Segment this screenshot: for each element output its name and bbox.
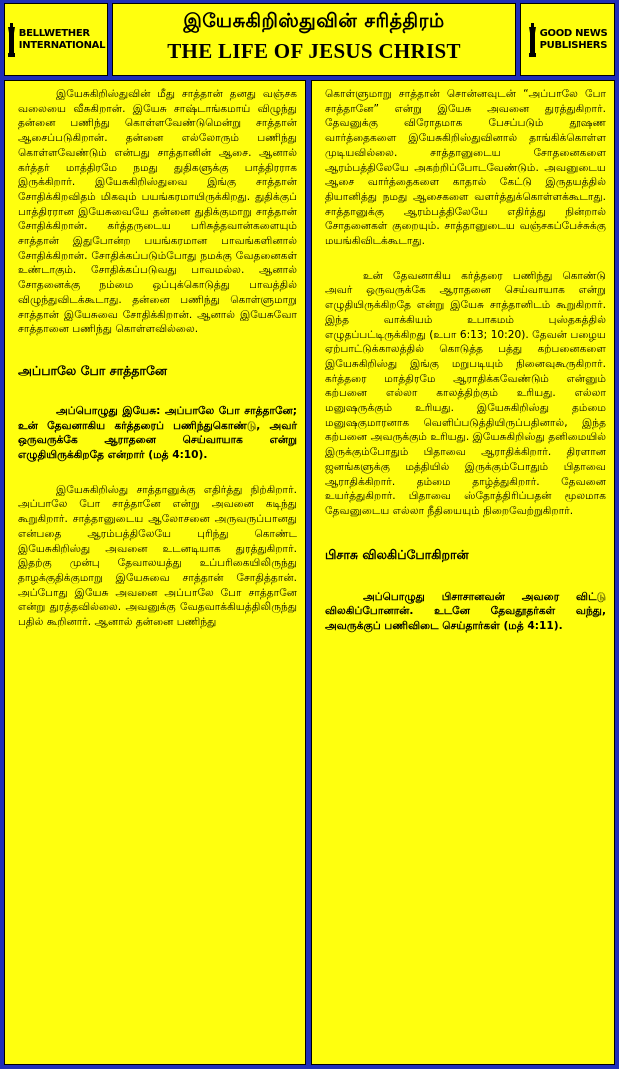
bellwether-logo-box	[4, 3, 108, 76]
bellwether-logo	[7, 23, 105, 57]
right-paragraph-1: கொள்ளுமாறு சாத்தான் சொன்னவுடன் “அப்பாலே போ சாத்தானே” என்று இயேசு அவனை துரத்துகிறார். தேவனுக்கு விரோதமாக பேசப்படும் தூஷண வார்த்தைகளை இயேசுகிறிஸ்துவினால் தாங்கிக்கொள்ள முடியவில்லை. சாத்தானுடைய சோதனைகளை ஆரம்பத்திலேயே அகற்றிப்போடவேண்டும். அவனுடைய ஆசை வார்த்தைகளை காதால் கேட்டு இருதயத்தில் தியானித்து நமது ஆசைகளை வளர்த்துக்கொள்ளக்கூடாது. சாத்தானுக்கு ஆரம்பத்திலேயே எதிர்த்து நின்றால் சோதனைகள் குறையும். சாத்தானுடைய வஞ்சகப்பேச்சுக்கு மயங்கிவிடக்கூடாது.	[325, 88, 606, 248]
tower-icon	[528, 23, 537, 57]
scripture-verse-2: அப்பொழுது பிசாசானவன் அவரை விட்டு விலகிப்போனான். உடனே தேவதூதர்கள் வந்து, அவருக்குப் பணிவிடை செய்தார்கள் (மத் 4:11).	[325, 590, 606, 633]
section-heading-1: அப்பாலே போ சாத்தானே	[18, 362, 167, 378]
section-heading-2: பிசாசு விலகிப்போகிறான்	[325, 546, 469, 562]
left-column	[4, 80, 306, 1065]
tower-icon	[7, 23, 16, 57]
bellwether-logo-text: BELLWETHER INTERNATIONAL	[18, 27, 106, 51]
goodnews-logo-box	[520, 3, 615, 76]
scripture-verse-1: அப்பொழுது இயேசு: அப்பாலே போ சாத்தானே; உன் தேவனாகிய கர்த்தரைப் பணிந்துகொண்டு, அவர் ஒருவருக்கே ஆராதனை செய்வாயாக என்று எழுதியிருக்கிறதே என்றார் (மத் 4:10).	[18, 404, 297, 462]
page-title-english: THE LIFE OF JESUS CHRIST	[167, 39, 461, 63]
goodnews-logo-text: GOOD NEWS PUBLISHERS	[539, 27, 608, 51]
left-paragraph-2: இயேசுகிறிஸ்து சாத்தானுக்கு எதிர்த்து நிற்கிறார். அப்பாலே போ சாத்தானே என்று அவனை கடிந்து கூறுகிறார். சாத்தானுடைய ஆலோசனை அருவருப்பானது என்பதை ஆரம்பத்திலேயே புரிந்து கொண்ட இயேசுகிறிஸ்து அவனை உடனடியாக துரத்துகிறார். இதற்கு முன்பு தேவாலயத்து உப்பரிகையிலிருந்து தாழக்குதிக்குமாறு இயேசுவை சாத்தான் சோதித்தான். அப்போது இயேசு அவனை அப்பாலே போ சாத்தானே என்று துரத்தவில்லை. அவனுக்கு வேதவாக்கியத்திலிருந்து பதில் கூறினார். ஆனால் தன்னை பணிந்து	[18, 483, 297, 629]
right-column	[311, 80, 615, 1065]
title-box	[112, 3, 516, 76]
goodnews-logo	[528, 23, 608, 57]
right-paragraph-2: உன் தேவனாகிய கர்த்தரை பணிந்து கொண்டு அவர் ஒருவருக்கே ஆராதனை செய்வாயாக என்று எழுதியிருக்கிறதே என்று இயேசு சாத்தானிடம் கூறுகிறார். இந்த வாக்கியம் உபாகமம் புஸ்தகத்தில் எழுதப்பட்டிருக்கிறது (உபா 6:13; 10:20). தேவன் பழைய ஏற்பாட்டுக்காலத்தில் கொடுத்த பத்து கற்பனைகளை இயேசுகிறிஸ்து இங்கு மறுபடியும் நினைவுகூருகிறார். கர்த்தரை மாத்திரமே ஆராதிக்கவேண்டும் என்னும் கற்பனை எல்லா காலத்திற்கும் உரியது. எல்லா மனுஷருக்கும் உரியது. இயேசுகிறிஸ்து தம்மை மனுஷகுமாரனாக வெளிப்படுத்தியிருப்பதினால், இந்த கற்பனை அவருக்கும் உரியது. இயேசுகிறிஸ்து தனிமையில் இருக்கும்போதும் பிதாவை ஆராதிக்கிறார். திரளான ஜனங்களுக்கு மத்தியில் இருக்கும்போதும் பிதாவை ஆராதிக்கிறார். தம்மை தாழ்த்துகிறார். தேவனை உயர்த்துகிறார். பிதாவை ஸ்தோத்திரிப்பதன் மூலமாக தேவனுடைய எல்லா நீதியையும் நிறைவேற்றுகிறார்.	[325, 269, 606, 517]
page-title-tamil: இயேசுகிறிஸ்துவின் சரித்திரம்	[183, 10, 445, 32]
left-paragraph-1: இயேசுகிறிஸ்துவின் மீது சாத்தான் தனது வஞ்சக வலையை வீசுகிறான். இயேசு சாஷ்டாங்கமாய் விழுந்து தன்னை பணிந்து கொள்ளவேண்டுமென்று சாத்தான் ஆசைப்படுகிறான். தன்னை எல்லோரும் பணிந்து கொள்ளவேண்டும் என்பது சாத்தானின் ஆசை. ஆனால் கர்த்தர் மாத்திரமே நமது துதிகளுக்கு பாத்திரராக இருக்கிறார். இயேசுகிறிஸ்துவை இங்கு சாத்தான் சோதிக்கிறவிதம் மிகவும் பயங்கரமாயிருக்கிறது. துதிக்குப் பாத்திரரான இயேசுவையே தன்னை துதிக்குமாறு சாத்தான் சோதிக்கிறான். கர்த்தருடைய பரிசுத்தவான்களையும் சாத்தான் இதுபோன்ற பயங்கரமான பாவங்களினால் சோதிக்கிறான். சோதிக்கப்படும்போது நமக்கு வேதனைகள் உண்டாகும். சோதிக்கப்படுவது பாவமல்ல. ஆனால் சோதனைக்கு நம்மை ஒப்புக்கொடுத்து பாவத்தில் விழுந்துவிடக்கூடாது. தன்னை பணிந்து கொள்ளுமாறு சாத்தான் இயேசுவை சோதிக்கிறான். ஆனால் இயேசுவோ சாத்தானை பணிந்து கொள்ளவில்லை.	[18, 88, 297, 336]
